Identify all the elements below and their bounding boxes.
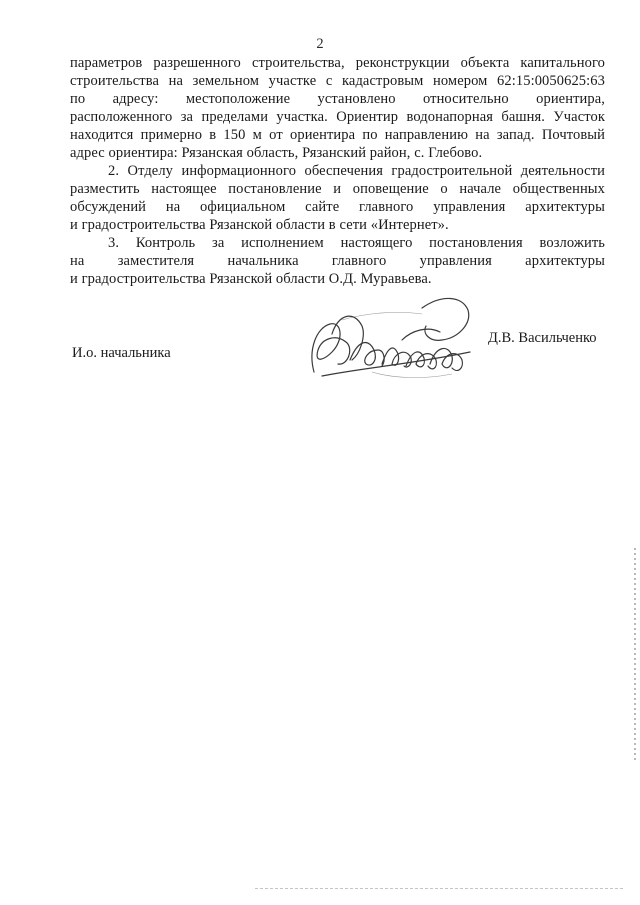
paragraph-3-start: 3. Контроль за исполнением настоящего постановления возложить (108, 235, 605, 251)
scan-bottom-line (255, 888, 625, 889)
body-line: на заместителя начальника главного управления архитектуры (70, 253, 605, 269)
handwritten-signature (302, 280, 482, 390)
signer-name: Д.В. Васильченко (488, 330, 597, 346)
body-line: разместить настоящее постановление и оповещение о начале общественных (70, 181, 605, 197)
signer-title: И.о. начальника (72, 345, 171, 361)
body-line: расположенного за пределами участка. Ориентир водонапорная башня. Участок (70, 109, 605, 125)
paragraph-2-start: 2. Отделу информационного обеспечения градостроительной деятельности (108, 163, 605, 179)
body-line: и градостроительства Рязанской области О.Д. Муравьева. (70, 271, 432, 287)
body-line: обсуждений на официальном сайте главного управления архитектуры (70, 199, 605, 215)
scan-edge-mark (634, 548, 636, 763)
body-line: параметров разрешенного строительства, реконструкции объекта капитального (70, 55, 605, 71)
body-line: находится примерно в 150 м от ориентира по направлению на запад. Почтовый (70, 127, 605, 143)
page-number: 2 (316, 36, 324, 52)
body-line: и градостроительства Рязанской области в сети «Интернет». (70, 217, 449, 233)
body-line: адрес ориентира: Рязанская область, Рязанский район, с. Глебово. (70, 145, 483, 161)
body-line: строительства на земельном участке с кадастровым номером 62:15:0050625:63 (70, 73, 605, 89)
body-line: по адресу: местоположение установлено относительно ориентира, (70, 91, 605, 107)
